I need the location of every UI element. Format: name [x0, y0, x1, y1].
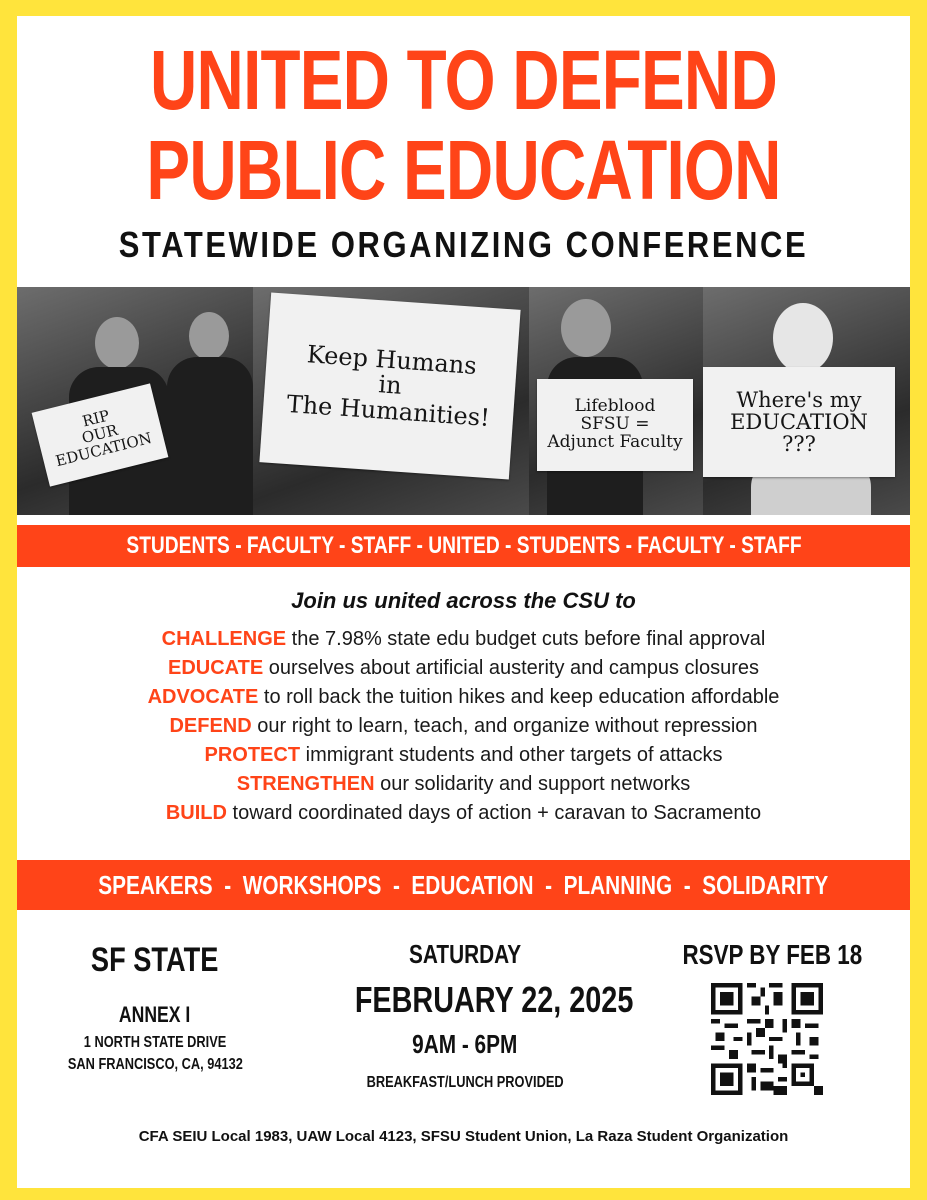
sign-photo-2: Keep Humans in The Humanities!	[259, 292, 520, 479]
venue-city: SAN FRANCISCO, CA, 94132	[67, 1056, 243, 1073]
protest-photo-4	[703, 287, 910, 515]
goal-item: CHALLENGE the 7.98% state edu budget cuts before final approval	[161, 628, 766, 650]
intro-text: Join us united across the CSU to	[291, 588, 636, 613]
protest-photo-3	[529, 287, 703, 515]
event-date: FEBRUARY 22, 2025	[354, 979, 634, 1020]
meal-note: BREAKFAST/LUNCH PROVIDED	[366, 1074, 564, 1091]
date-block	[320, 938, 634, 1094]
protest-photo-1	[17, 287, 253, 515]
event-time: 9AM - 6PM	[412, 1029, 518, 1059]
sign-photo-3: Lifeblood SFSU = Adjunct Faculty	[537, 379, 693, 471]
title-line-1: UNITED TO DEFEND	[150, 33, 777, 127]
sign-photo-1: RIP OUR EDUCATION	[32, 383, 169, 486]
rsvp-label: RSVP BY FEB 18	[682, 939, 863, 970]
goals-list	[0, 625, 927, 828]
qr-code-icon[interactable]	[710, 983, 824, 1095]
venue-block	[40, 940, 270, 1076]
goal-item: EDUCATE ourselves about artificial austerity and campus closures	[168, 657, 759, 679]
activities-banner: SPEAKERS - WORKSHOPS - EDUCATION - PLANNING - SOLIDARITY	[17, 860, 910, 910]
protest-photo-2	[253, 287, 529, 515]
sign-photo-4: Where's my EDUCATION ???	[703, 367, 895, 477]
goal-item: BUILD toward coordinated days of action + caravan to Sacramento	[165, 802, 762, 824]
venue-building: ANNEX I	[119, 1002, 191, 1027]
goal-item: PROTECT immigrant students and other targets of attacks	[204, 744, 723, 766]
event-day: SATURDAY	[408, 939, 522, 969]
goal-item: ADVOCATE to roll back the tuition hikes and keep education affordable	[147, 686, 780, 708]
goal-item: DEFEND our right to learn, teach, and organize without repression	[169, 715, 758, 737]
title-line-2: PUBLIC EDUCATION	[146, 123, 781, 217]
venue-street: 1 NORTH STATE DRIVE	[83, 1034, 227, 1051]
participants-banner: STUDENTS - FACULTY - STAFF - UNITED - STUDENTS - FACULTY - STAFF	[17, 525, 910, 567]
sponsors-line: CFA SEIU Local 1983, UAW Local 4123, SFSU Student Union, La Raza Student Organization	[138, 1128, 789, 1145]
venue-name: SF STATE	[91, 941, 219, 979]
rsvp-block	[660, 938, 880, 972]
goal-item: STRENGTHEN our solidarity and support networks	[236, 773, 691, 795]
subtitle: STATEWIDE ORGANIZING CONFERENCE	[118, 224, 809, 265]
